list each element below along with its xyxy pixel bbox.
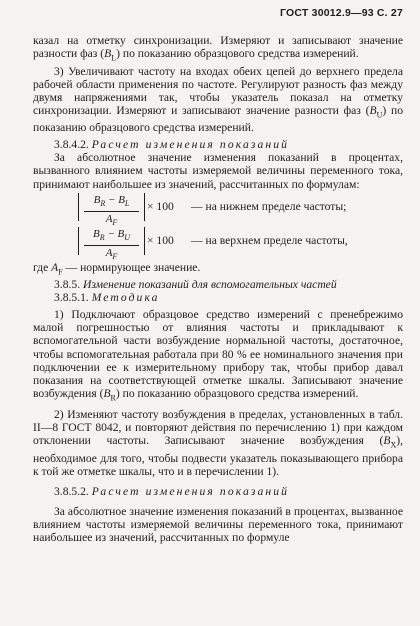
- section-number: 3.8.5.: [54, 278, 81, 292]
- paragraph-calculation: За абсолютное значение изменения показаний в процентах, вызванного влиянием частоты измеряемой величины переменного тока, принимают наибольшее из значений, рассчитанных по формулам:: [33, 151, 403, 191]
- section-number: 3.8.5.2.: [54, 485, 89, 498]
- section-heading-3-8-5-1: [33, 291, 403, 304]
- multiplier: × 100: [147, 199, 174, 213]
- numerator: $B_R - B_L$: [84, 194, 139, 212]
- section-number: 3.8.4.2.: [54, 138, 89, 152]
- paragraph-final: За абсолютное значение изменения показаний в процентах, вызванное влиянием частоты измеряемой величины переменного тока, принимают наибольшее из значений, рассчитанных по формуле: [33, 505, 403, 545]
- formula-lower-limit: [33, 193, 403, 228]
- document-body: [33, 34, 403, 544]
- denominator: $A_F$: [105, 246, 118, 262]
- section-number: 3.8.5.1.: [54, 291, 89, 305]
- absolute-value-bars: [78, 227, 145, 262]
- multiplier: × 100: [147, 233, 174, 247]
- section-heading-3-8-5-2: [33, 485, 403, 498]
- denominator: $A_F$: [105, 212, 118, 228]
- section-title: Расчет изменения показаний: [91, 485, 290, 498]
- paragraph-step-1: 1) Подключают образцовое средство измерений с пренебрежимо малой погрешностью от влияния частоты и прикладывают к вспомогательной части возбуждение нормальной частоты, достаточное, чтобы вспомогательная работала при 80 % ее номинального значения при подключении ее к измерительному прибору так, чтобы прибор давал показания на соответствующей отметке шкалы. Записывают значение возбуждения $(B_R)$ по показанию образцового средства измерений.: [33, 308, 403, 403]
- page-header: ГОСТ 30012.9—93 С. 27: [280, 7, 403, 19]
- formula-description: — на верхнем пределе частоты,: [191, 233, 348, 247]
- section-title: Расчет изменения показаний: [91, 138, 290, 152]
- fraction: [84, 228, 139, 264]
- absolute-value-bars: [78, 193, 145, 228]
- paragraph-continuation: казал на отметку синхронизации. Измеряют и записывают значение разности фаз $(B_L)$ по показанию образцового средства измерений.: [33, 34, 403, 63]
- section-title: Методика: [91, 291, 160, 305]
- numerator: $B_R - B_U$: [84, 228, 139, 246]
- paragraph-step-2: 2) Изменяют частоту возбуждения в пределах, установленных в табл. II—8 ГОСТ 8042, и повторяют действия по перечислению 1) при каждом отклонении частоты. Записывают значение возбуждения $(B_X)$, необходимое для того, чтобы подвести указатель показывающего прибора к той же отметке шкалы, что и в перечислении 1).: [33, 408, 403, 478]
- fraction: [84, 194, 139, 230]
- paragraph-where: где $A_F$ — нормирующее значение.: [33, 260, 201, 276]
- formula-upper-limit: [33, 227, 403, 262]
- section-title: Изменение показаний для вспомогательных частей: [83, 278, 337, 292]
- section-heading-3-8-5: [33, 278, 403, 291]
- section-heading-3-8-4-2: [33, 138, 403, 151]
- formula-description: — на нижнем пределе частоты;: [191, 199, 347, 213]
- paragraph-step-3: 3) Увеличивают частоту на входах обеих цепей до верхнего предела рабочей области применения по частоте. Регулируют разность фаз между двумя напряжениями так, чтобы указатель показал на отметку синхронизации. Измеряют и записывают значение разности фаз $(B_U)$ по показанию образцового средства измерений.: [33, 64, 403, 135]
